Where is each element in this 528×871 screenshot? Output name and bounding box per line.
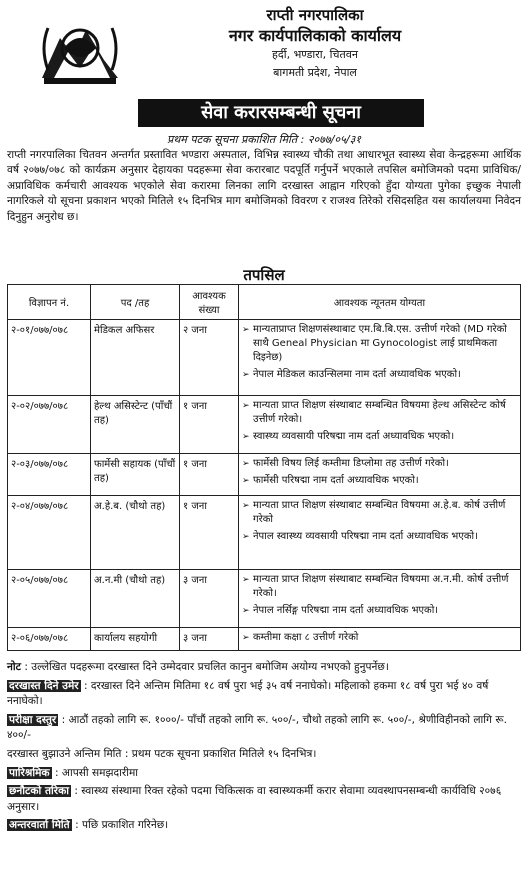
- qualification-item: ➢ फार्मेसी परिषद्मा नाम दर्ता अध्यावधिक भएको।: [242, 474, 517, 488]
- office-heading: [150, 6, 480, 82]
- age-label: दरखास्त दिने उमेर: [9, 679, 79, 692]
- post-count: १ जना: [180, 454, 239, 496]
- post-name: फार्मेसी सहायक (पाँचौं तह): [91, 454, 180, 496]
- ad-number: २-०४/०७७/०७८: [8, 496, 91, 570]
- salary-text: : आपसी समझदारीमा: [54, 766, 139, 779]
- interview-label: अन्तरवार्ता मिति: [9, 819, 70, 832]
- ad-number: २-०३/०७७/०७८: [8, 454, 91, 496]
- age-text: : दरखास्त दिने अन्तिम मितिमा १८ वर्ष पुरा भई ३५ वर्ष ननाघेको। महिलाको हकमा १८ वर्ष पुरा भई ४० वर्ष ननाघेको।: [7, 679, 489, 708]
- col-count: आवश्यक संख्या: [180, 285, 239, 320]
- qualification-cell: [239, 570, 521, 628]
- table-row: [8, 628, 521, 651]
- salary-paragraph: [7, 766, 521, 782]
- selection-label: छनौटको तरिका: [9, 785, 69, 798]
- selection-paragraph: [7, 784, 521, 815]
- publication-date: प्रथम पटक सूचना प्रकाशित मिति : २०७७/०५/३१: [166, 133, 362, 146]
- qualification-cell: [239, 320, 521, 396]
- qualification-item: ➢ मान्यता प्राप्त शिक्षण संस्थाबाट सम्बन्धित विषयमा अ.न.मी. कोर्ष उत्तीर्ण गरेको।: [242, 573, 517, 601]
- qualification-cell: [239, 454, 521, 496]
- table-header-row: [8, 285, 521, 320]
- qualification-item: ➢ मान्यताप्राप्त शिक्षणसंस्थाबाट एम.बि.बि.एस. उत्तीर्ण गरेको (MD गरेको साथै Geneal Physician मा Gynocologist लाई प्राथमिकता दिइनेछ): [242, 323, 517, 365]
- note-paragraph: [7, 660, 521, 676]
- note-text: : उल्लेखित पदहरूमा दरखास्त दिने उम्मेदवार प्रचलित कानुन बमोजिम अयोग्य नभएको हुनुपर्नेछ।: [24, 661, 389, 673]
- qualification-item: ➢ नेपाल मेडिकल काउन्सिलमा नाम दर्ता अध्यावधिक भएको।: [242, 368, 517, 382]
- post-count: १ जना: [180, 396, 239, 454]
- qualification-item: ➢ स्वास्थ्य व्यवसायी परिषद्मा नाम दर्ता अध्यावधिक भएको।: [242, 430, 517, 444]
- ad-number: २-०१/०७७/०७८: [8, 320, 91, 396]
- age-paragraph: [7, 679, 521, 710]
- qualification-cell: [239, 496, 521, 570]
- interview-text: : पछि प्रकाशित गरिनेछ।: [75, 819, 169, 832]
- qualification-item: ➢ नेपाल नर्सिङ्ग परिषद्मा नाम दर्ता अध्यावधिक भएको।: [242, 604, 517, 618]
- qualification-cell: [239, 396, 521, 454]
- office-address: हर्दी, भण्डारा, चितवन: [272, 48, 358, 61]
- letterhead: [0, 0, 528, 100]
- post-name: अ.न.मी (चौथो तह): [91, 570, 180, 628]
- fee-text: : आठौं तहको लागि रू. १०००/- पाँचौं तहको लागि रू. ५००/-, चौथो तहको लागि रू. ५००/-, श्रेणीविहीनको लागि रू. ४००/-: [7, 713, 507, 742]
- qualification-item: ➢ मान्यता प्राप्त शिक्षण संस्थाबाट सम्बन्धित विषयमा अ.हे.ब. कोर्ष उत्तीर्ण गरेको: [242, 499, 517, 527]
- intro-paragraph: राप्ती नगरपालिका चितवन अन्तर्गत प्रस्तावित भण्डारा अस्पताल, विभिन्न स्वास्थ्य चौकी तथा आधारभूत स्वास्थ्य सेवा केन्द्रहरूमा आर्थिक वर्ष २०७७/०७८ को कार्यक्रम अनुसार देहायका पदहरूमा सेवा करारबाट पदपूर्ति गर्नुपर्ने भएकाले तपसिल बमोजिमको पदमा प्राविधिक/अप्राविधिक कर्मचारी आवश्यक भएकोले सेवा करारमा लिनका लागि दरखास्त आह्वान गरिएको हुँदा योग्यता पुगेका इच्छुक नेपाली नागरिकले यो सूचना प्रकाशन भएको मितिले १५ दिनभित्र माग बमोजिमको विवरण र राजश्व तिरेको रसिदसहित यस कार्यालयमा निवेदन दिनुहुन अनुरोध छ।: [7, 149, 521, 223]
- ad-number: २-०६/०७७/०७८: [8, 628, 91, 651]
- selection-text: : स्वास्थ्य संस्थामा रिक्त रहेको पदमा चिकित्सक वा स्वास्थ्यकर्मी करार सेवामा व्यवस्थापनसम्बन्धी कार्यविधि २०७६ अनुसार।: [7, 785, 502, 813]
- table-row: [8, 496, 521, 570]
- note-label: नोट: [7, 661, 21, 673]
- post-count: १ जना: [180, 496, 239, 570]
- col-ad-no: विज्ञापन नं.: [8, 285, 91, 320]
- table-row: [8, 396, 521, 454]
- deadline-paragraph: दरखास्त बुझाउने अन्तिम मिति : प्रथम पटक सूचना प्रकाशित मितिले १५ दिनभित्र।: [7, 747, 317, 760]
- salary-label: पारिश्रमिक: [9, 766, 50, 779]
- qualification-item: ➢ फार्मेसी विषय लिई कम्तीमा डिप्लोमा तह उत्तीर्ण गरेको।: [242, 457, 517, 471]
- post-name: हेल्थ असिस्टेन्ट (पाँचौं तह): [91, 396, 180, 454]
- post-name: अ.हे.ब. (चौथो तह): [91, 496, 180, 570]
- qualification-item: ➢ मान्यता प्राप्त शिक्षण संस्थाबाट सम्बन्धित विषयमा हेल्थ असिस्टेन्ट कोर्ष उत्तीर्ण गरेको।: [242, 399, 517, 427]
- municipality-name: राप्ती नगरपालिका: [266, 6, 364, 24]
- post-count: २ जना: [180, 320, 239, 396]
- qualification-cell: [239, 628, 521, 651]
- province-country: बागमती प्रदेश, नेपाल: [273, 66, 357, 79]
- interview-paragraph: [7, 818, 521, 834]
- ad-number: २-०५/०७७/०७८: [8, 570, 91, 628]
- post-count: ३ जना: [180, 628, 239, 651]
- table-row: [8, 454, 521, 496]
- office-name: नगर कार्यपालिकाको कार्यालय: [228, 26, 402, 45]
- col-post: पद /तह: [91, 285, 180, 320]
- ad-number: २-०२/०७७/०७८: [8, 396, 91, 454]
- table-row: [8, 320, 521, 396]
- qualification-item: ➢ नेपाल स्वास्थ्य व्यवसायी परिषद्मा नाम दर्ता अध्यावधिक भएको।: [242, 530, 517, 544]
- municipality-emblem-icon: [34, 8, 126, 88]
- details-heading: तपसिल: [243, 266, 285, 284]
- table-row: [8, 570, 521, 628]
- notice-title-banner: सेवा करारसम्बन्धी सूचना: [138, 99, 424, 127]
- col-qualification: आवश्यक न्यूनतम योग्यता: [239, 285, 521, 320]
- fee-paragraph: [7, 713, 521, 744]
- qualification-item: ➢ कम्तीमा कक्षा ८ उत्तीर्ण गरेको: [242, 631, 517, 645]
- vacancy-table: [7, 284, 521, 651]
- post-name: कार्यालय सहयोगी: [91, 628, 180, 651]
- post-count: ३ जना: [180, 570, 239, 628]
- post-name: मेडिकल अफिसर: [91, 320, 180, 396]
- notes-section: [7, 660, 521, 837]
- fee-label: परीक्षा दस्तुर: [9, 713, 57, 726]
